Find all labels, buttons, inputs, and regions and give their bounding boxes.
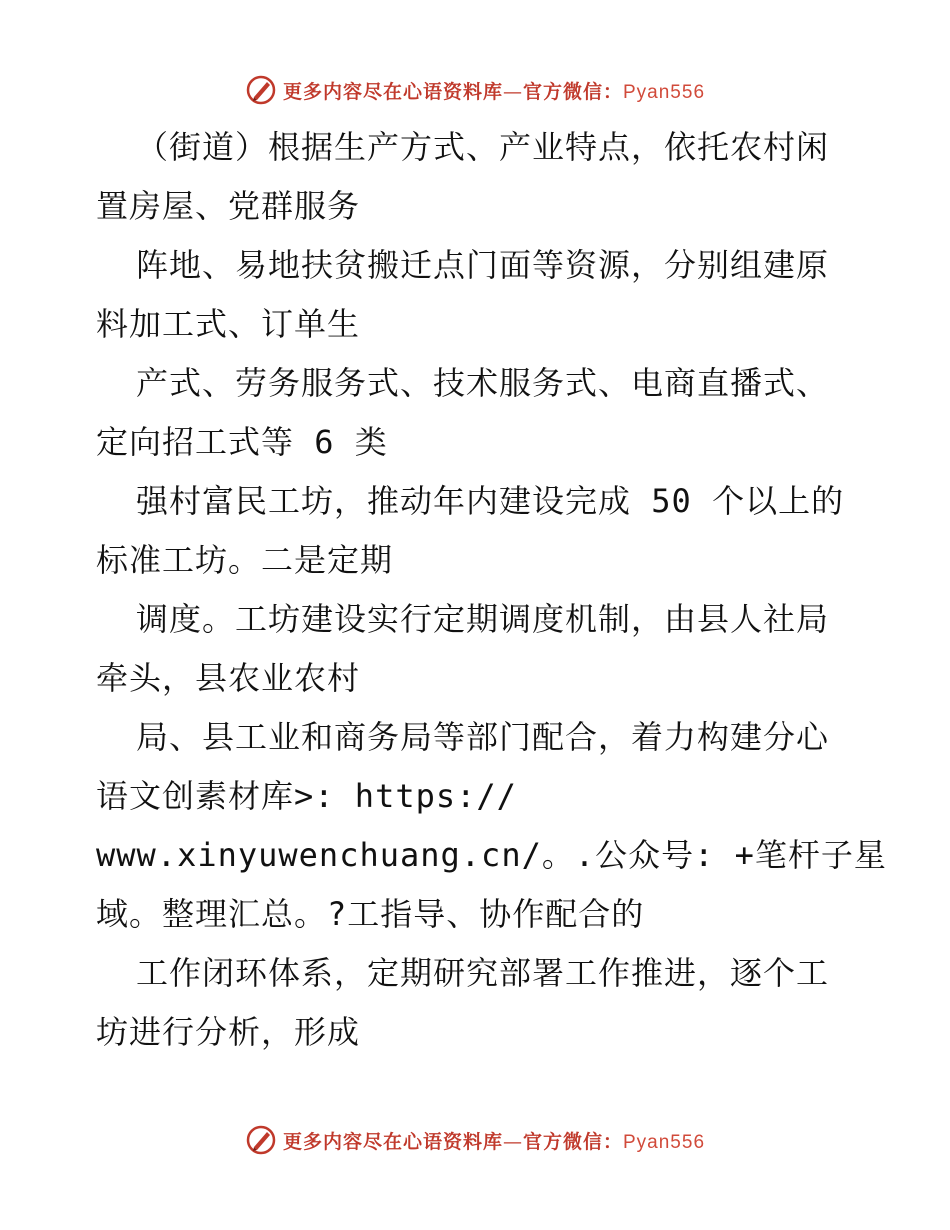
banner-wechat-id: Pyan556 [623, 1131, 706, 1153]
pen-logo-icon [245, 1124, 277, 1156]
banner-wechat-id: Pyan556 [623, 81, 706, 103]
text-line: 域。整理汇总。?工指导、协作配合的 [96, 895, 645, 933]
text-line: （街道）根据生产方式、产业特点，依托农村闲 [136, 128, 830, 166]
footer-banner [0, 1120, 950, 1160]
text-line: 料加工式、订单生 [96, 305, 361, 343]
pen-logo-icon [245, 74, 277, 106]
text-line: 调度。工坊建设实行定期调度机制，由县人社局 [136, 600, 830, 638]
text-line: 局、县工业和商务局等部门配合，着力构建分心 [136, 718, 830, 756]
body-text [96, 118, 887, 1062]
banner-separator: — [502, 80, 523, 103]
text-line: 阵地、易地扶贫搬迁点门面等资源，分别组建原 [136, 246, 830, 284]
text-line: 强村富民工坊，推动年内建设完成 50 个以上的 [136, 482, 845, 520]
text-line: 坊进行分析，形成 [96, 1013, 361, 1051]
text-line: 牵头，县农业农村 [96, 659, 361, 697]
text-line: 工作闭环体系，定期研究部署工作推进，逐个工 [136, 954, 830, 992]
text-line: www.xinyuwenchuang.cn/。.公众号: +笔杆子星 [96, 836, 887, 874]
banner-wechat-label: 官方微信： [522, 80, 623, 103]
text-line: 语文创素材库>: https:// [96, 777, 517, 815]
text-line: 置房屋、党群服务 [96, 187, 361, 225]
banner-text [283, 77, 705, 104]
text-line: 标准工坊。二是定期 [96, 541, 394, 579]
banner-text [283, 1127, 705, 1154]
text-line: 产式、劳务服务式、技术服务式、电商直播式、 [136, 364, 830, 402]
banner-wechat-label: 官方微信： [522, 1130, 623, 1153]
banner-title: 更多内容尽在心语资料库 [282, 80, 503, 103]
banner-separator: — [502, 1130, 523, 1153]
text-line: 定向招工式等 6 类 [96, 423, 388, 461]
banner-title: 更多内容尽在心语资料库 [282, 1130, 503, 1153]
header-banner [0, 70, 950, 110]
